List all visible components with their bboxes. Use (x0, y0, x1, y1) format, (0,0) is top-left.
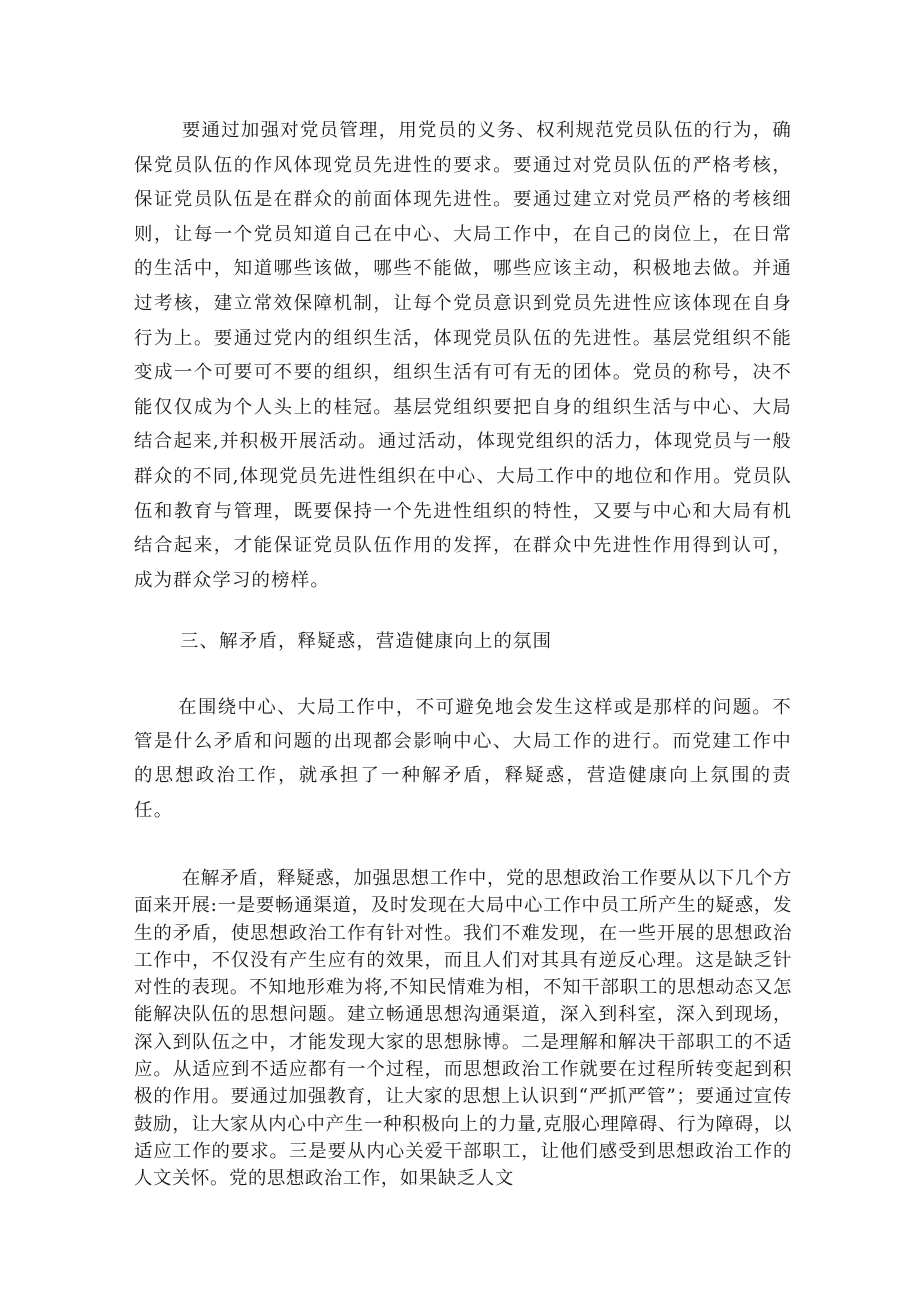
section-heading: 三、解矛盾，释疑惑，营造健康向上的氛围 (180, 631, 553, 652)
body-paragraph-3: 在解矛盾，释疑惑，加强思想工作中，党的思想政治工作要从以下几个方面来开展:一是要畅通渠道，及时发现在大局中心工作中员工所产生的疑惑，发生的矛盾，使思想政治工作有针对性。我们不难发现，在一些开展的思想政治工作中，不仅没有产生应有的效果，而且人们对其具有逆反心理。这是缺乏针对性的表现。不知地形难为将,不知民情难为相，不知干部职工的思想动态又怎能解决队伍的思想问题。建立畅通思想沟通渠道，深入到科室，深入到现场，深入到队伍之中，才能发现大家的思想脉博。二是理解和解决干部职工的不适应。从适应到不适应都有一个过程，而思想政治工作就要在过程所转变起到积极的作用。要通过加强教育，让大家的思想上认识到“严抓严管”；要通过宣传鼓励，让大家从内心中产生一种积极向上的力量,克服心理障碍、行为障碍，以适应工作的要求。三是要从内心关爱干部职工，让他们感受到思想政治工作的人文关怀。党的思想政治工作，如果缺乏人文 (134, 868, 792, 1190)
body-paragraph-2: 在围绕中心、大局工作中，不可避免地会发生这样或是那样的问题。不管是什么矛盾和问题的出现都会影响中心、大局工作的进行。而党建工作中的思想政治工作，就承担了一种解矛盾，释疑惑，营造健康向上氛围的责任。 (134, 697, 792, 821)
body-paragraph-1: 要通过加强对党员管理，用党员的义务、权利规范党员队伍的行为，确保党员队伍的作风体现党员先进性的要求。要通过对党员队伍的严格考核，保证党员队伍是在群众的前面体现先进性。要通过建立对党员严格的考核细则，让每一个党员知道自己在中心、大局工作中，在自己的岗位上，在日常的生活中，知道哪些该做，哪些不能做，哪些应该主动，积极地去做。并通过考核，建立常效保障机制，让每个党员意识到党员先进性应该体现在自身行为上。要通过党内的组织生活，体现党员队伍的先进性。基层党组织不能变成一个可要可不要的组织，组织生活有可有无的团体。党员的称号，决不能仅仅成为个人头上的桂冠。基层党组织要把自身的组织生活与中心、大局结合起来,并积极开展活动。通过活动，体现党组织的活力，体现党员与一般群众的不同,体现党员先进性组织在中心、大局工作中的地位和作用。党员队伍和教育与管理，既要保持一个先进性组织的特性，又要与中心和大局有机结合起来，才能保证党员队伍作用的发挥，在群众中先进性作用得到认可，成为群众学习的榜样。 (134, 120, 792, 591)
